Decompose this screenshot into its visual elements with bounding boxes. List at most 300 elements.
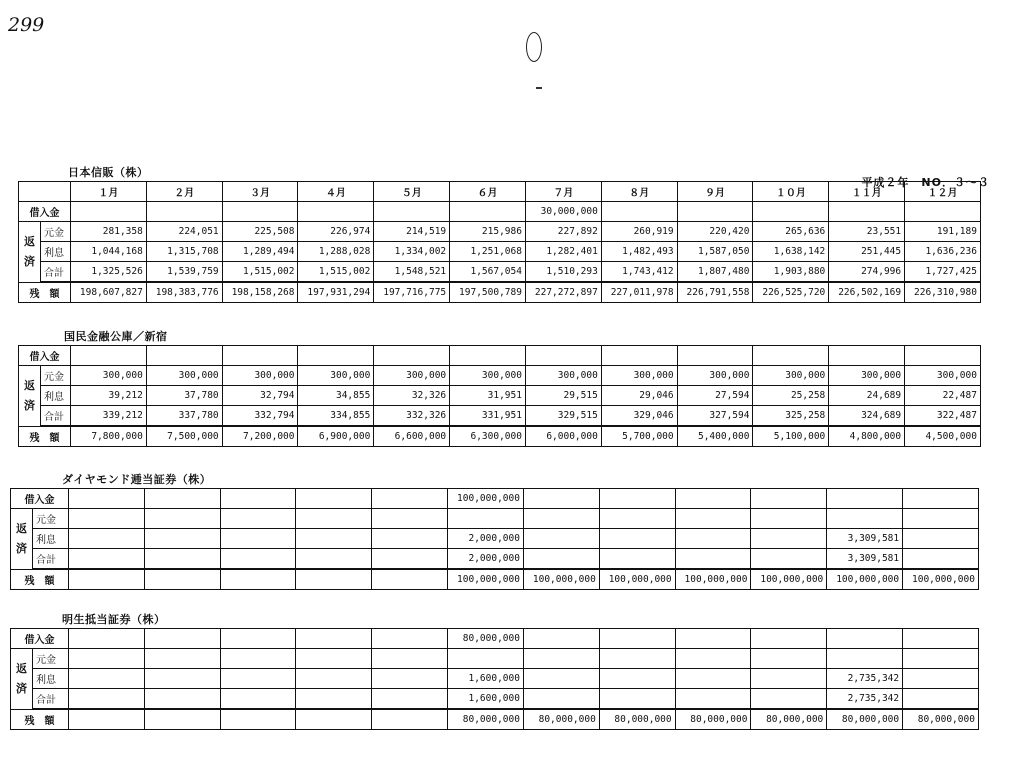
month-header: ８月 bbox=[601, 182, 677, 202]
borrow-cell bbox=[372, 629, 448, 649]
balance-cell: 7,200,000 bbox=[222, 426, 298, 447]
principal-cell bbox=[144, 649, 220, 669]
principal-cell: 300,000 bbox=[450, 366, 526, 386]
page-number: 299 bbox=[8, 14, 45, 36]
interest-cell: 1,482,493 bbox=[601, 242, 677, 262]
balance-row bbox=[11, 569, 979, 590]
month-header: １１月 bbox=[829, 182, 905, 202]
total-label: 合計 bbox=[41, 406, 71, 427]
interest-cell: 32,794 bbox=[222, 386, 298, 406]
balance-cell bbox=[220, 569, 296, 590]
interest-label: 利息 bbox=[41, 386, 71, 406]
interest-cell: 2,000,000 bbox=[448, 529, 524, 549]
principal-label: 元金 bbox=[41, 366, 71, 386]
total-cell bbox=[903, 549, 979, 570]
principal-cell bbox=[903, 649, 979, 669]
interest-cell bbox=[675, 669, 751, 689]
interest-cell bbox=[296, 669, 372, 689]
principal-label: 元金 bbox=[41, 222, 71, 242]
balance-row bbox=[11, 709, 979, 730]
repay-label: 返済 bbox=[11, 649, 33, 710]
balance-cell: 198,158,268 bbox=[222, 282, 298, 303]
borrow-cell bbox=[751, 629, 827, 649]
borrow-cell bbox=[905, 202, 981, 222]
interest-cell: 32,326 bbox=[374, 386, 450, 406]
interest-cell: 39,212 bbox=[71, 386, 147, 406]
balance-cell: 80,000,000 bbox=[599, 709, 675, 730]
balance-label: 残 額 bbox=[19, 426, 71, 447]
balance-cell: 226,502,169 bbox=[829, 282, 905, 303]
principal-cell: 300,000 bbox=[71, 366, 147, 386]
borrow-cell bbox=[829, 346, 905, 366]
borrow-cell bbox=[220, 629, 296, 649]
interest-cell: 25,258 bbox=[753, 386, 829, 406]
ledger-table bbox=[10, 628, 979, 730]
total-cell: 322,487 bbox=[905, 406, 981, 427]
principal-cell: 300,000 bbox=[601, 366, 677, 386]
total-cell: 329,515 bbox=[525, 406, 601, 427]
borrow-cell bbox=[296, 629, 372, 649]
interest-cell: 31,951 bbox=[450, 386, 526, 406]
principal-cell bbox=[599, 649, 675, 669]
total-cell: 334,855 bbox=[298, 406, 374, 427]
interest-cell: 251,445 bbox=[829, 242, 905, 262]
interest-cell: 1,282,401 bbox=[525, 242, 601, 262]
balance-row bbox=[19, 426, 981, 447]
borrow-cell bbox=[601, 202, 677, 222]
ledger-table bbox=[10, 488, 979, 590]
total-cell: 2,000,000 bbox=[448, 549, 524, 570]
total-cell: 274,996 bbox=[829, 262, 905, 283]
balance-cell: 100,000,000 bbox=[903, 569, 979, 590]
borrow-cell bbox=[903, 629, 979, 649]
principal-cell: 224,051 bbox=[146, 222, 222, 242]
scan-mark bbox=[536, 87, 542, 89]
principal-cell: 227,892 bbox=[525, 222, 601, 242]
total-cell bbox=[903, 689, 979, 710]
total-cell: 2,735,342 bbox=[827, 689, 903, 710]
borrow-cell bbox=[677, 202, 753, 222]
total-cell bbox=[144, 689, 220, 710]
interest-cell: 1,587,050 bbox=[677, 242, 753, 262]
interest-cell: 34,855 bbox=[298, 386, 374, 406]
borrow-cell bbox=[450, 346, 526, 366]
interest-cell bbox=[69, 529, 145, 549]
principal-cell bbox=[448, 649, 524, 669]
month-header: ２月 bbox=[146, 182, 222, 202]
interest-cell: 1,044,168 bbox=[71, 242, 147, 262]
borrow-cell bbox=[372, 489, 448, 509]
principal-cell bbox=[827, 649, 903, 669]
balance-cell: 80,000,000 bbox=[751, 709, 827, 730]
interest-cell bbox=[523, 529, 599, 549]
total-cell: 331,951 bbox=[450, 406, 526, 427]
interest-cell bbox=[296, 529, 372, 549]
balance-cell: 80,000,000 bbox=[903, 709, 979, 730]
interest-cell bbox=[751, 529, 827, 549]
principal-label: 元金 bbox=[33, 509, 69, 529]
borrow-cell bbox=[677, 346, 753, 366]
interest-cell bbox=[903, 529, 979, 549]
principal-cell bbox=[599, 509, 675, 529]
principal-cell: 281,358 bbox=[71, 222, 147, 242]
borrow-cell bbox=[523, 489, 599, 509]
interest-cell bbox=[751, 669, 827, 689]
balance-cell: 80,000,000 bbox=[675, 709, 751, 730]
balance-cell: 6,000,000 bbox=[525, 426, 601, 447]
interest-cell: 1,288,028 bbox=[298, 242, 374, 262]
borrow-cell bbox=[374, 202, 450, 222]
principal-cell bbox=[827, 509, 903, 529]
section-title: 日本信販（株） bbox=[68, 166, 149, 179]
total-cell: 1,515,002 bbox=[298, 262, 374, 283]
interest-label: 利息 bbox=[33, 669, 69, 689]
interest-row bbox=[19, 386, 981, 406]
borrow-row bbox=[19, 346, 981, 366]
borrow-cell bbox=[220, 489, 296, 509]
balance-cell: 100,000,000 bbox=[523, 569, 599, 590]
balance-cell bbox=[144, 569, 220, 590]
balance-cell: 5,400,000 bbox=[677, 426, 753, 447]
total-cell: 1,510,293 bbox=[525, 262, 601, 283]
total-cell: 339,212 bbox=[71, 406, 147, 427]
principal-cell bbox=[448, 509, 524, 529]
interest-cell bbox=[599, 529, 675, 549]
borrow-cell bbox=[69, 489, 145, 509]
principal-cell: 300,000 bbox=[905, 366, 981, 386]
total-cell bbox=[523, 689, 599, 710]
balance-cell: 100,000,000 bbox=[675, 569, 751, 590]
balance-cell: 5,100,000 bbox=[753, 426, 829, 447]
borrow-cell bbox=[827, 489, 903, 509]
total-cell: 325,258 bbox=[753, 406, 829, 427]
balance-cell: 80,000,000 bbox=[827, 709, 903, 730]
borrow-cell bbox=[675, 489, 751, 509]
borrow-cell bbox=[222, 202, 298, 222]
total-cell: 1,903,880 bbox=[753, 262, 829, 283]
heisei-number: 平成２年 NO．３〜３ bbox=[861, 176, 990, 189]
month-header: １０月 bbox=[753, 182, 829, 202]
total-label: 合計 bbox=[33, 689, 69, 710]
borrow-label: 借入金 bbox=[19, 202, 71, 222]
balance-cell: 80,000,000 bbox=[523, 709, 599, 730]
interest-cell: 29,515 bbox=[525, 386, 601, 406]
total-row bbox=[11, 549, 979, 570]
borrow-cell bbox=[144, 629, 220, 649]
principal-cell: 300,000 bbox=[374, 366, 450, 386]
principal-cell bbox=[296, 649, 372, 669]
borrow-cell bbox=[523, 629, 599, 649]
borrow-cell bbox=[296, 489, 372, 509]
principal-cell: 214,519 bbox=[374, 222, 450, 242]
interest-cell: 1,315,708 bbox=[146, 242, 222, 262]
principal-cell: 191,189 bbox=[905, 222, 981, 242]
balance-cell bbox=[296, 709, 372, 730]
principal-cell bbox=[523, 509, 599, 529]
total-cell bbox=[296, 689, 372, 710]
interest-label: 利息 bbox=[41, 242, 71, 262]
balance-label: 残 額 bbox=[11, 569, 69, 590]
balance-cell: 6,300,000 bbox=[450, 426, 526, 447]
month-header: ９月 bbox=[677, 182, 753, 202]
borrow-row bbox=[19, 202, 981, 222]
borrow-cell bbox=[753, 346, 829, 366]
borrow-row bbox=[11, 489, 979, 509]
interest-cell: 1,251,068 bbox=[450, 242, 526, 262]
balance-cell bbox=[372, 569, 448, 590]
borrow-cell bbox=[905, 346, 981, 366]
principal-cell: 226,974 bbox=[298, 222, 374, 242]
borrow-cell bbox=[753, 202, 829, 222]
balance-cell: 227,011,978 bbox=[601, 282, 677, 303]
total-cell: 332,794 bbox=[222, 406, 298, 427]
month-header: ５月 bbox=[374, 182, 450, 202]
borrow-cell bbox=[71, 346, 147, 366]
interest-cell: 3,309,581 bbox=[827, 529, 903, 549]
total-cell bbox=[751, 689, 827, 710]
total-cell: 1,539,759 bbox=[146, 262, 222, 283]
principal-cell bbox=[296, 509, 372, 529]
total-row bbox=[19, 406, 981, 427]
principal-cell bbox=[751, 509, 827, 529]
balance-cell: 80,000,000 bbox=[448, 709, 524, 730]
total-cell: 1,325,526 bbox=[71, 262, 147, 283]
principal-cell bbox=[372, 649, 448, 669]
borrow-label: 借入金 bbox=[11, 629, 69, 649]
total-cell bbox=[144, 549, 220, 570]
total-cell: 329,046 bbox=[601, 406, 677, 427]
total-cell: 1,743,412 bbox=[601, 262, 677, 283]
principal-cell bbox=[220, 509, 296, 529]
principal-cell: 300,000 bbox=[753, 366, 829, 386]
principal-cell: 300,000 bbox=[525, 366, 601, 386]
interest-cell bbox=[220, 669, 296, 689]
principal-cell: 300,000 bbox=[677, 366, 753, 386]
principal-cell bbox=[372, 509, 448, 529]
balance-cell: 226,525,720 bbox=[753, 282, 829, 303]
principal-cell bbox=[69, 509, 145, 529]
balance-cell bbox=[296, 569, 372, 590]
balance-cell: 227,272,897 bbox=[525, 282, 601, 303]
principal-cell: 225,508 bbox=[222, 222, 298, 242]
principal-cell bbox=[69, 649, 145, 669]
interest-cell bbox=[372, 529, 448, 549]
borrow-cell bbox=[222, 346, 298, 366]
borrow-row bbox=[11, 629, 979, 649]
principal-cell: 300,000 bbox=[222, 366, 298, 386]
principal-cell: 260,919 bbox=[601, 222, 677, 242]
balance-cell: 7,500,000 bbox=[146, 426, 222, 447]
total-cell bbox=[599, 549, 675, 570]
total-cell bbox=[372, 689, 448, 710]
borrow-cell bbox=[903, 489, 979, 509]
total-cell bbox=[372, 549, 448, 570]
balance-label: 残 額 bbox=[11, 709, 69, 730]
principal-cell bbox=[903, 509, 979, 529]
interest-cell: 37,780 bbox=[146, 386, 222, 406]
month-header: ４月 bbox=[298, 182, 374, 202]
balance-cell bbox=[372, 709, 448, 730]
total-cell: 1,600,000 bbox=[448, 689, 524, 710]
interest-cell: 1,636,236 bbox=[905, 242, 981, 262]
principal-cell: 215,986 bbox=[450, 222, 526, 242]
principal-cell: 23,551 bbox=[829, 222, 905, 242]
total-cell: 332,326 bbox=[374, 406, 450, 427]
borrow-cell bbox=[751, 489, 827, 509]
principal-row bbox=[11, 649, 979, 669]
borrow-label: 借入金 bbox=[19, 346, 71, 366]
balance-cell: 6,600,000 bbox=[374, 426, 450, 447]
total-cell bbox=[675, 549, 751, 570]
balance-cell: 198,383,776 bbox=[146, 282, 222, 303]
repay-label: 返済 bbox=[11, 509, 33, 570]
borrow-cell bbox=[450, 202, 526, 222]
total-cell bbox=[296, 549, 372, 570]
borrow-cell bbox=[298, 202, 374, 222]
borrow-cell bbox=[599, 489, 675, 509]
interest-cell bbox=[144, 529, 220, 549]
principal-cell: 300,000 bbox=[146, 366, 222, 386]
balance-cell: 100,000,000 bbox=[827, 569, 903, 590]
balance-cell: 7,800,000 bbox=[71, 426, 147, 447]
total-row bbox=[19, 262, 981, 283]
total-cell: 327,594 bbox=[677, 406, 753, 427]
borrow-cell bbox=[601, 346, 677, 366]
interest-cell: 22,487 bbox=[905, 386, 981, 406]
section-title: 明生抵当証券（株） bbox=[62, 613, 166, 626]
ledger-table bbox=[18, 345, 981, 447]
balance-cell: 197,931,294 bbox=[298, 282, 374, 303]
interest-cell bbox=[903, 669, 979, 689]
total-row bbox=[11, 689, 979, 710]
total-cell: 3,309,581 bbox=[827, 549, 903, 570]
interest-cell: 24,689 bbox=[829, 386, 905, 406]
borrow-cell bbox=[146, 346, 222, 366]
interest-label: 利息 bbox=[33, 529, 69, 549]
balance-cell: 100,000,000 bbox=[599, 569, 675, 590]
balance-cell bbox=[220, 709, 296, 730]
interest-row bbox=[11, 669, 979, 689]
interest-cell bbox=[599, 669, 675, 689]
interest-cell bbox=[675, 529, 751, 549]
total-cell bbox=[675, 689, 751, 710]
interest-cell: 29,046 bbox=[601, 386, 677, 406]
month-header: １２月 bbox=[905, 182, 981, 202]
total-label: 合計 bbox=[33, 549, 69, 570]
corner-cell bbox=[19, 182, 71, 202]
interest-row bbox=[11, 529, 979, 549]
interest-row bbox=[19, 242, 981, 262]
principal-cell: 220,420 bbox=[677, 222, 753, 242]
borrow-cell bbox=[829, 202, 905, 222]
principal-row bbox=[11, 509, 979, 529]
borrow-cell: 30,000,000 bbox=[525, 202, 601, 222]
balance-cell: 6,900,000 bbox=[298, 426, 374, 447]
borrow-cell: 100,000,000 bbox=[448, 489, 524, 509]
total-cell: 1,727,425 bbox=[905, 262, 981, 283]
balance-cell: 197,500,789 bbox=[450, 282, 526, 303]
borrow-cell bbox=[599, 629, 675, 649]
balance-cell: 226,310,980 bbox=[905, 282, 981, 303]
total-cell bbox=[523, 549, 599, 570]
balance-cell: 100,000,000 bbox=[751, 569, 827, 590]
total-cell bbox=[599, 689, 675, 710]
balance-cell: 226,791,558 bbox=[677, 282, 753, 303]
section-title: 国民金融公庫／新宿 bbox=[64, 330, 168, 343]
principal-cell: 300,000 bbox=[298, 366, 374, 386]
principal-row bbox=[19, 366, 981, 386]
interest-cell bbox=[220, 529, 296, 549]
balance-cell bbox=[144, 709, 220, 730]
principal-cell bbox=[675, 509, 751, 529]
total-cell: 337,780 bbox=[146, 406, 222, 427]
principal-cell bbox=[675, 649, 751, 669]
balance-cell: 198,607,827 bbox=[71, 282, 147, 303]
interest-cell: 1,334,002 bbox=[374, 242, 450, 262]
month-header-row bbox=[19, 182, 981, 202]
total-cell: 1,515,002 bbox=[222, 262, 298, 283]
balance-cell: 4,800,000 bbox=[829, 426, 905, 447]
interest-cell bbox=[523, 669, 599, 689]
principal-cell: 265,636 bbox=[753, 222, 829, 242]
borrow-cell bbox=[144, 489, 220, 509]
total-cell bbox=[220, 689, 296, 710]
total-cell: 1,567,054 bbox=[450, 262, 526, 283]
month-header: ３月 bbox=[222, 182, 298, 202]
month-header: １月 bbox=[71, 182, 147, 202]
principal-row bbox=[19, 222, 981, 242]
interest-cell: 1,638,142 bbox=[753, 242, 829, 262]
balance-row bbox=[19, 282, 981, 303]
principal-cell bbox=[220, 649, 296, 669]
borrow-cell bbox=[374, 346, 450, 366]
interest-cell bbox=[372, 669, 448, 689]
borrow-cell bbox=[298, 346, 374, 366]
repay-label: 返済 bbox=[19, 222, 41, 283]
principal-label: 元金 bbox=[33, 649, 69, 669]
interest-cell: 1,600,000 bbox=[448, 669, 524, 689]
borrow-cell bbox=[525, 346, 601, 366]
total-cell bbox=[69, 549, 145, 570]
borrow-cell: 80,000,000 bbox=[448, 629, 524, 649]
total-cell: 324,689 bbox=[829, 406, 905, 427]
principal-cell: 300,000 bbox=[829, 366, 905, 386]
interest-cell: 27,594 bbox=[677, 386, 753, 406]
balance-cell: 197,716,775 bbox=[374, 282, 450, 303]
interest-cell bbox=[69, 669, 145, 689]
total-label: 合計 bbox=[41, 262, 71, 283]
balance-label: 残 額 bbox=[19, 282, 71, 303]
total-cell bbox=[751, 549, 827, 570]
month-header: ７月 bbox=[525, 182, 601, 202]
principal-cell bbox=[523, 649, 599, 669]
interest-cell: 2,735,342 bbox=[827, 669, 903, 689]
principal-cell bbox=[751, 649, 827, 669]
repay-label: 返済 bbox=[19, 366, 41, 427]
total-cell: 1,548,521 bbox=[374, 262, 450, 283]
ledger-table bbox=[18, 181, 981, 303]
section-title: ダイヤモンド逓当証券（株） bbox=[62, 473, 212, 486]
principal-cell bbox=[144, 509, 220, 529]
borrow-label: 借入金 bbox=[11, 489, 69, 509]
borrow-cell bbox=[71, 202, 147, 222]
total-cell: 1,807,480 bbox=[677, 262, 753, 283]
interest-cell: 1,289,494 bbox=[222, 242, 298, 262]
borrow-cell bbox=[827, 629, 903, 649]
balance-cell: 5,700,000 bbox=[601, 426, 677, 447]
month-header: ６月 bbox=[450, 182, 526, 202]
balance-cell: 4,500,000 bbox=[905, 426, 981, 447]
